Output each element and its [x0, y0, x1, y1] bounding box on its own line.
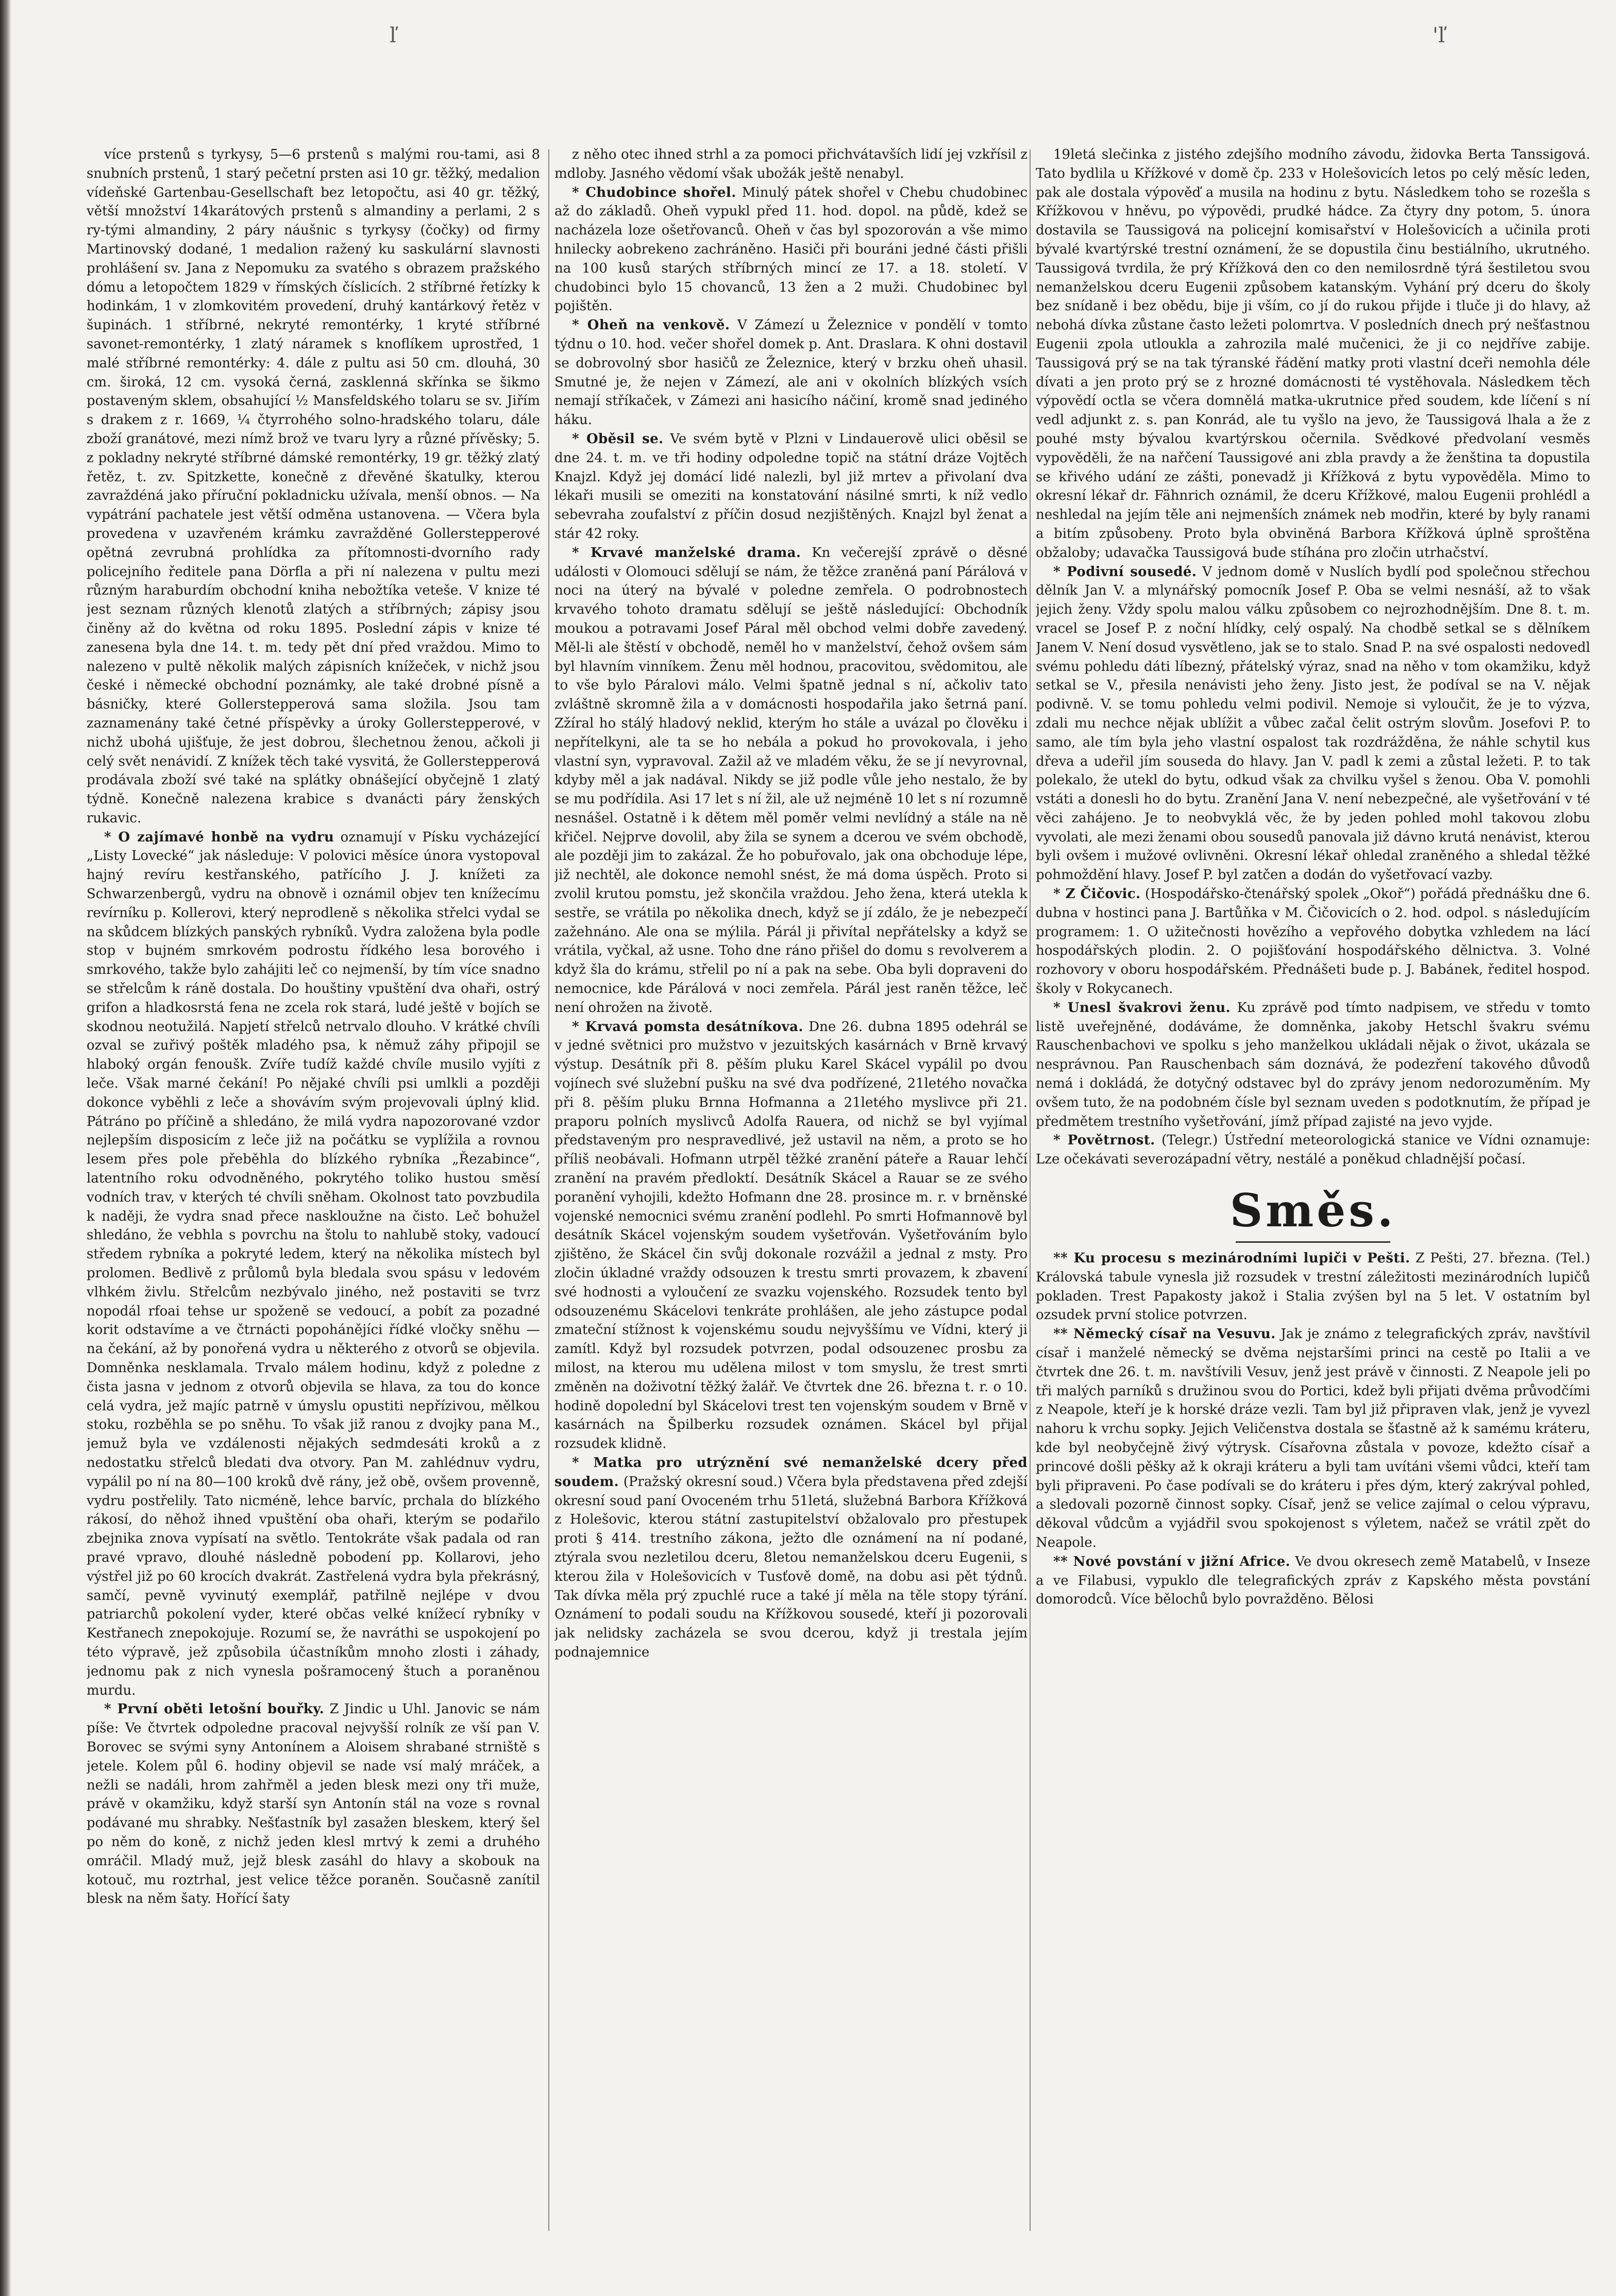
article-heading: * Unesl švakrovi ženu. [1053, 1000, 1231, 1016]
article-paragraph [554, 183, 1028, 316]
article-text: Kn večerejší zprávě o děsné události v Olomouci sdělují se nám, že těžce zraněná paní Párálová v noci na úterý na bývalé v poledne zemřela. O podrobnostech krvavého tohoto dramatu sdělují se ještě následující: Obchodník moukou a potravami Josef Páral měl obchod velmi dobře zavedený. Měl-li ale štěstí v obchodě, neměl ho v manželství, čehož ovšem sám byl hlavním vinníkem. Ženu měl hodnou, pracovitou, svědomitou, ale to vše bylo Páralovi málo. Velmi špatně jednal s ní, ačkoliv tato zvláštně skromně žila a v domácnosti hospodařila jako šetrná paní. Zžíral ho stálý hladový neklid, kterým ho stále a uvázal po člověku i nepřítelkyni, ale ta se ho nebála a pokud ho provokovala, i jeho vlastní syn, vypravoval. Zažil až ve mladém věku, že se jí nevyrovnal, kdyby měl a jak nadával. Nikdy se již podle vůle jeho nestalo, že by se mu podřídila. Asi 17 let s ní žil, ale už nejméně 10 let s ní rozumně nesnášel. Ostatně i k dětem měl poměr velmi nevlídný a stále na ně křičel. Nejprve dovolil, aby žila se synem a dcerou ve svém obchodě, ale později jim to zakázal. Že ho pobuřovalo, jak ona obchoduje lépe, již nechtěl, ale dokonce nemohl snést, že má doma úspěch. Proto si zvolil krutou pomstu, jež skončila vraždou. Jeho žena, která utekla k sestře, se vrátila po několika dnech, když se jí zdálo, že je nebezpečí zažehnáno. Ale ona se mýlila. Párál ji přivítal nepřátelsky a když se vrátila, vyčkal, až usne. Toho dne ráno přišel do domu s revolverem a když šla do krámu, střelil po ní a pak na sebe. Oba byli dopraveni do nemocnice, kde Párálová v noci zemřela. Párál jest raněn těžce, leč není ohrožen na životě. [554, 545, 1028, 1016]
article-text: více prstenů s tyrkysy, 5—6 prstenů s malými rou-tami, asi 8 snubních prstenů, 1 starý pečetní prsten asi 10 gr. těžký, medalion vídeňské Gartenbau-Gesellschaft bez letopočtu, asi 40 gr. těžký, větší množství 14karátových prstenů s almandiny a perlami, 2 s ry-tými almandiny, 2 páry náušnic s tyrkysy (čočky) od firmy Martinovský dodané, 1 medalion ražený ku saskulární slavnosti prohlášení sv. Jana z Nepomuku za svatého s obrazem pražského dómu a letopočtem 1829 v římských číslicích. 2 stříbrné řetízky k hodinkám, 1 v zlomkovitém provedení, druhý kantárkový řetěz v šupinách. 1 stříbrné, nekryté remontérky, 1 kryté stříbrné savonet-remontérky, 1 zlatý náramek s knoflíkem uprostřed, 1 malé stříbrné remontérky: 4. dále z pultu asi 50 cm. dlouhá, 30 cm. široká, 12 cm. vysoká černá, zasklenná skřínka se šikmo postaveným sklem, obsahující ½ Mansfeldského tolaru se sv. Jiřím s drakem z r. 1669, ¼ čtyrrohého solno-hradského tolaru, dále zboží granátové, mezi nímž brož ve tvaru lyry a různé přívěsky; 5. z pokladny nekryté stříbrné dámské remontérky, 19 gr. těžký zlatý řetěz, t. zv. Spitzkette, konečně z dřevěné škatulky, kterou zavraždéná jako příruční pokladnicku užívala, menší obnos. — Na vypátrání pachatele jest větší odměna ustanovena. — Včera byla provedena v uzavřeném krámku zavražděné Gollerstepperové opětná zevrubná prohlídka za přítomnosti-dvorního rady policejního ředitele pana Dörfla a při ní nalezena v pultu mezi různým haraburdím obchodní kniha nebožtíka veteše. V knize té jest seznam různých klenotů zlatých a stříbrných; zápisy jsou činěny až do května od roku 1895. Poslední zápis v knize té zanesena byla dne 14. t. m. tedy pět dní před vraždou. Mimo to nalezeno v pultě několik malých zápisních knížeček, v nichž jsou české i německé obchodní poznámky, ale také drobné písně a básničky, které Gollerstepperová sama složila. Jsou tam zaznamenány také četné příspěvky a úroky Gollerstepperové, v nichž ubohá ujišťuje, že jest dobrou, šlechetnou ženou, ačkoli ji celý svět nenávidí. Z knížek těch také vysvitá, že Gollerstepperová prodávala zboží své také na splátky obnášející obyčejně 1 zlatý týdně. Konečně nalezena krabice s dvanácti páry ženských rukavic. [87, 147, 540, 826]
article-text: (Pražský okresní soud.) Včera byla představena před zdejší okresní soud paní Ovoceném trhu 51letá, služebná Barbora Křížková z Holešovic, kterou státní zastupitelství obžalovalo pro přestupek proti § 414. trestního zákona, ježto dle oznámení na ní podané, ztýrala svou nezletilou dceru, 8letou nemanželskou dceru Eugenii, s kterou žila v Holešovicích v Tusťově domě, na dobu asi pět týdnů. Tak dívka měla prý zpuchlé ruce a také jí měla na těle stopy týrání. Oznámení to podali soudu na Křížkovou sousedé, kteří ji pozorovali jak nelidsky zacházela se svou dcerou, když ji trestala jejím podnajemnice [554, 1474, 1028, 1660]
article-paragraph [554, 1018, 1028, 1454]
article-heading: ** Nové povstání v jižní Africe. [1053, 1554, 1290, 1569]
article-paragraph [554, 544, 1028, 1018]
article-paragraph [87, 1700, 540, 1909]
article-heading: * Matka pro utrýznění své nemanželské dcery před soudem. [554, 1455, 1028, 1490]
article-paragraph [554, 1454, 1028, 1662]
article-paragraph [1036, 1131, 1590, 1169]
article-paragraph [1036, 999, 1590, 1132]
article-text: Dne 26. dubna 1895 odehrál se v jedné světnici pro mužstvo v jezuitských kasárnách v Brně krvavý výstup. Desátník při 8. pěším pluku Karel Skácel vypálil po dvou vojínech své služební pušku na své dva podřízené, 21letého novačka při 8. pěším pluku Brnna Hofmanna a 21letého myslivce při 21. praporu polních myslivců Adolfa Rauera, od nichž se byl vyjímal představeným pro nespravedlivé, jež ustavil na něm, a proto se ho příliš neobávali. Hofmann utrpěl těžké zranění páteře a Rauar lehčí zranění na pravém předloktí. Desátník Skácel a Rauar se ze svého poranění vyhojili, kdežto Hofmann dne 28. prosince m. r. v brněnské vojenské nemocnici svému zranění podlehl. Po smrti Hofmannově byl desátník Skácel vojenským soudem vyšetřován. Vyšetřováním bylo zjištěno, že Skácel čin svůj dokonale rozvážil a jednal z msty. Pro zločin úkladné vraždy odsouzen k trestu smrti provazem, k zbavení své hodnosti a vyloučení ze svazku vojenského. Rozsudek tento byl odsouzenému Skácelovi tenkráte prohlášen, ale jeho zástupce podal zmateční stížnost k vojenskému soudu nejvyššímu ve Vídni, který ji zamítl. Když byl rozsudek potvrzen, podal odsouzenec prosbu za milost, na kterou mu udělena milost v tom smyslu, že trest smrti změněn na doživotní těžký žalář. Ve čtvrtek dne 26. března t. r. o 10. hodině dopolední byl Skácelovi trest ten vojenským soudem v Brně v kasárnách na Špilberku rozsudek oznámen. Skácel byl přijal rozsudek klidně. [554, 1019, 1028, 1452]
article-heading: * Povětrnost. [1053, 1133, 1155, 1149]
newspaper-columns [87, 145, 1616, 2237]
article-heading: * O zajímavé honbě na vydru [104, 829, 334, 845]
top-mark-right: 'ľ [1433, 24, 1445, 47]
section-title-rule [1236, 1241, 1390, 1243]
section-title-smes: Směs. [1230, 1184, 1396, 1238]
article-paragraph [554, 145, 1028, 183]
article-heading: * První oběti letošní bouřky. [104, 1701, 325, 1717]
top-mark-left: ľ [390, 24, 396, 47]
article-text: V jednom domě v Nuslích bydlí pod společnou střechou dělník Jan V. a mlynářský pomocník Josef P. Oba se velmi nesnáší, až to však jejich ženy. Vždy spolu malou válku způsobem co nejrozhodnějším. Dne 8. t. m. vracel se Josef P. z noční hlídky, celý ospalý. Na chodbě setkal se s dělníkem Janem V. Není dosud vysvětleno, jak se to stalo. Snad P. na své ospalosti nedovedl svému pohledu dáti líbezný, přátelský výraz, snad na něho v tom okamžiku, když setkal se V., přesila nenávisti jeho ženy. Jisto jest, že podíval se na V. nějak podivně. V. se tomu pohledu velmi podivil. Nemoje si vyloučit, že je to výzva, zdali mu nechce nějak ublížit a vůbec začal čelit ostrým slovům. Josefovi P. to samo, ale tím byla jeho vlastní ospalost tak rozdrážděna, že náhle schytil kus dřeva a udeřil jím souseda do hlavy. Jan V. padl k zemi a zůstal ležeti. P. to tak polekalo, že utekl do bytu, odkud však za chvilku vyšel s ženou. Oba V. pomohli vstáti a donesli ho do bytu. Zranění Jana V. není nebezpečné, ale vyšetřování v té věci zahájeno. Je to neobvyklá věc, že by jeden pohled mohl takovou zlobu vyvolati, ale mezi ženami obou sousedů panovala již dávno krutá nenávist, kterou byli ovšem i mužové ovlivněni. Okresní lékař ohledal zraněného a shledal těžké pohmoždění hlavy. Josef P. byl zatčen a dodán do vyšetřovací vazby. [1036, 564, 1590, 883]
article-text: Z Jindic u Uhl. Janovic se nám píše: Ve čtvrtek odpoledne pracoval nejvyšší rolník ze vší pan V. Borovec se svými syny Antonínem a Aloisem shrabané strniště s jetele. Kolem půl 6. hodiny objevil se nade vsí malý mráček, a nežli se nadáli, hrom zahřměl a jeden blesk mezi ony tři muže, právě v okamžiku, když starší syn Antonín stál na voze s rovnal podávané mu shrabky. Nešťastník byl zasažen bleskem, který šel po něm do koně, z nichž jeden klesl mrtvý k zemi a druhého omráčil. Mladý muž, jejž blesk zasáhl do hlavy a skobouk na kotouč, mu roztrhal, jest velice těžce poraněn. Současně zanítil blesk na něm šaty. Hořící šaty [87, 1701, 540, 1907]
column-3 [1036, 145, 1590, 2237]
article-heading: * Podivní sousedé. [1053, 564, 1197, 580]
article-text: Jak je známo z telegrafických zpráv, navštívil císař i manželé německý se dvěma nejstaršími princi na cestě po Italii a ve čtvrtek dne 26. t. m. navštívili Vesuv, jenž jest právě v činnosti. Z Neapole jeli po tři malých parníků s družinou svou do Portici, kdež byli přijati dvěma průvodčími z Neapole, kteří je k horské dráze vezli. Tam byl již připraven vlak, jenž je vyvezl nahoru k vrchu sopky. Jejich Veličenstva dostala se šťastně až k samému kráteru, kde byl neobyčejně živý výtrysk. Císařovna zůstala v povoze, kdežto císař a princové došli pěšky až k okraji kráteru a byli tam uvítáni všemi vůdci, kteří tam byli připraveni. Po čase podívali se do kráteru i přes dým, který zakrýval pohled, a sledovali pozorně činnost sopky. Císař, jenž se velice zajímal o celou výpravu, děkoval vůdcům a vyjádřil svou spokojenost s výletem, načež se vrátil zpět do Neapole. [1036, 1326, 1590, 1550]
article-paragraph [1036, 145, 1590, 563]
article-paragraph [554, 430, 1028, 544]
article-text: Ve dvou okresech země Matabelů, v Inseze a ve Filabusi, vypuklo dle telegrafických zpráv z Kapského města povstání domorodců. Více bělochů bylo povražděno. Bělosi [1036, 1554, 1590, 1608]
article-heading: * Z Čičovic. [1053, 886, 1141, 902]
column-1 [87, 145, 540, 2237]
article-text: oznamují v Písku vycházející „Listy Lovecké“ jak následuje: V polovici měsíce února vystopoval hajný revíru kestřanského, patřícího J. J. knížeti za Schwarzenbergů, vydru na obnově i oznámil objev ten knížecímu revírníku p. Kollerovi, který neprodleně s několika střelci vydal se na skůdcem blízkých panských rybníků. Vydra založena byla podle stop v bujném smrkovém podrostu řídkého lesa borového i smrkového, takže bylo zahájiti leč co nejmenší, by tím více snadno se střelcům k ráně dostala. Do houštiny vpuštění dva ohaři, ostrý grifon a hladkosrstá fena ne zcela rok stará, ludé ještě v bojích se skodnou neotužilá. Napjetí střelců netrvalo dlouho. V krátké chvíli ozval se zuřivý poštěk mladého psa, k němuž záhy připojil se hlaboký orgán fenoušk. Zvíře tudíž každé chvíle musilo vyjíti z leče. Však marné čekání! Po nějaké chvíli psi umlkli a později dokonce vyběhli z leče a shovávím svým projevovali úplný klid. Pátráno po příčině a shledáno, že milá vydra napozorované vzdor nejlepším disposicím z leče již na počátku se vyplížila a rovnou lesem přes pole přeběhla do blízkého rybníka „Řezabince“, latentního roku odvodněného, pokrytého toliko hustou směsí vodních trav, v kterých té chvíli sněham. Okolnost tato povzbudila k naději, že vydra snad přece naskloužne na čisto. Leč bohužel shledáno, že vebhla s povrchu na štolu to nahlubě stoky, vadoucí středem rybníka a pokryté ledem, který na několika místech byl prolomen. Bedlivě z průlomů byla bledala svou spásu v ledovém vlhkém živlu. Střelcům nezbývalo jiného, než postaviti se tvrz nopodál rfoai tehse ur spoženě se vedoucí, a pobít za pozadné korit odstavíme a ve čtrnácti popohánějíci řídké vločky sněhu — na čekání, až by ponořená vydra u některého z otvorů se objevila. Domněnka nesklamala. Trvalo málem hodinu, když z poledne z čista jasna v jednom z otvorů objevila se hlava, za tou do konce celá vydra, jež majíc patrně v úmyslu opustiti nepřízivou, mělkou stoku, rozběhla se po sněhu. To však již ranou z dvojky pana M., jemuž byla ve vzdálenosti nějakých sedmdesáti kroků a z nedostatku střelců bledati dva otvory. Pan M. zahlédnuv vydru, vypálil po ní na 80—100 kroků dvě rány, jež obě, ovšem provenně, vydru postřelily. Tato nicméně, lehce barvíc, prchala do blízkého rákosí, do něhož ihned vpuštění oba ohaři, kterým se podařilo zbejnika znova vypísatí na světlo. Tentokráte však padala od ran pravé vpravo, dlouhé následně pobodení pp. Kollarovi, jeho výstřel již po 60 krocích dvakrát. Zastřelená vydra byla překrásný, samčí, pevně vyvinutý exemplář, patřilně nejlépe v dvou patriarchů pokolení vyder, které občas velké knížecí rybníky v Kestřanech znepokojuje. Rozumí se, že navráthi se uspokojení po této výpravě, jež způsobila účastníkům mnoho zlosti i záhady, jednomu pak z nich vynesla pošramocený štuch a poraněnou murdu. [87, 829, 540, 1698]
article-text: (Hospodářsko-čtenářský spolek „Okoř“) pořádá přednášku dne 6. dubna v hostinci pana J. Bartůňka v M. Čičovicích o 2. hod. odpol. s následujícím programem: 1. O užitečnosti hovězího a vepřového dobytka vzhledem na lácí hospodářských plodin. 2. O pojišťování hospodářského dělnictva. 3. Volné rozhovory v oboru hospodářském. Přednášeti bude p. J. Babánek, ředitel hospod. školy v Rokycanech. [1036, 886, 1590, 997]
article-text: Minulý pátek shořel v Chebu chudobinec až do základů. Oheň vypukl před 11. hod. dopol. na půdě, kdež se nacházela loze ošetřovanců. Oheň v čas byl spozorován a vše mimo hnilecky aobrekeno zachráněno. Hasiči při bouráni jedné části přišli na 100 kusů starých stříbrných mincí ze 17. a 18. století. V chudobinci bylo 15 chovanců, 13 žen a 2 muži. Chudobinec byl pojištěn. [554, 184, 1028, 314]
article-heading: ** Německý císař na Vesuvu. [1053, 1326, 1276, 1342]
article-text: Ve svém bytě v Plzni v Lindauerově ulici oběsil se dne 24. t. m. ve tři hodiny odpoledne topič na státní dráze Vojtěch Knajzl. Když jej domácí lidé nalezli, byl již mrtev a přivolaní dva lékaři musili se omeziti na konstatování násilné smrti, k níž vedlo sebevraha zoufalství z příčin dosud nezjištěných. Knajzl byl ženat a stár 42 roky. [554, 431, 1028, 542]
article-heading: * Chudobince shořel. [572, 184, 736, 200]
article-text: Z Pešti, 27. března. (Tel.) Královská tabule vynesla již rozsudek v trestní záležitosti mezinárodních lupičů pokladen. Trest Papakosty jakož i Stalia zvýšen byl na 5 let. V ostatním byl ozsudek první stolice potvrzen. [1036, 1251, 1590, 1323]
article-paragraph [1036, 1325, 1590, 1552]
article-paragraph [1036, 563, 1590, 885]
article-heading: * Krvavá pomsta desátníkova. [572, 1019, 803, 1035]
article-text: (Telegr.) Ústřední meteorologická stanice ve Vídni oznamuje: Lze očekávati severozápadní větry, nestálé a poněkud chladnější počasí. [1036, 1133, 1590, 1168]
article-text: Ku zprávě pod tímto nadpisem, ve středu v tomto listě uveřejněné, dodáváme, že domněnka, jakoby Hetschl švakru svému Rauschenbachovi ve spolku s jeho manželkou ukládali nějak o život, ukázala se nesprávnou. Pan Rauschenbach sám doznává, že podezření takového důvodů nemá i dokládá, že dotyčný odstavec byl do zprávy jenom nedorozuměním. My ovšem tuto, že na podobném čísle byl seznam uveden s podotknutím, že případ je předmětem trestního vyšetřování, jímž případ zajisté na jevo vyjde. [1036, 1000, 1590, 1129]
article-text: V Zámezí u Železnice v pondělí v tomto týdnu o 10. hod. večer shořel domek p. Ant. Draslara. K ohni dostavil se dobrovolný sbor hasičů ze Železnice, který v brzku oheň uhasil. Smutné je, že nejen v Zámezí, ale ani v okolních blízkých vsích nemají stříkaček, v Zámezi ani hasicího náčiní, kromě snad jediného háku. [554, 317, 1028, 428]
article-heading: * Krvavé manželské drama. [572, 545, 801, 561]
article-paragraph [1036, 1249, 1590, 1325]
article-text: 19letá slečinka z jistého zdejšího modního závodu, židovka Berta Tanssigová. Tato bydlila u Křížkové v domě čp. 233 v Holešovicích letos po celý měsíc leden, pak ale dostala výpověď a musila na hodinu z bytu. Následkem toho se rozešla s Křížkovou v hněvu, po výpovědi, prudké hádce. Za čtyry dny potom, 5. února dostavila se Taussigová na policejní komisařství v Holešovicích a učinila proti bývalé kvartýrské trestní oznámení, že se dopustila činu bestiálního, ukrutného. Taussigová tvrdila, že prý Křížková den co den nemilosrdně týrá šestiletou svou nemanželskou dceru Eugenii způsobem katanským. Vyhání prý dceru do školy bez snídaně i bez obědu, bije ji vším, co jí do rukou přijde i tluče ji do hlavy, až nebohá dívka zůstane často ležeti polomrtva. V posledních dnech prý nešťastnou Eugenii zpola utloukla a zahrozila malé mučenici, že ji co nejdříve zabije. Taussigová prý se na tak týranské řádění matky proti vlastní dceři nemohla déle dívati a jen proto prý se z hrozné domácnosti té vystěhovala. Následkem těch výpovědí octla se včera domnělá matka-ukrutnice před soudem, kde líčení s ní vedl adjunkt z. s. pan Konrád, ale tu vyšlo na jevo, že Taussigová lhala a že z pouhé msty bývalou kvartýrskou očernila. Svědkové předvolaní vesměs vypověděli, že na nařčení Taussigové ani zbla pravdy a že ženština ta dopustila se křivého udání ze zášti, ponevadž ji Křížková z bytu vypověděla. Mimo to okresní lékař dr. Fähnrich oznámil, že dceru Křížkové, malou Eugenii prohlédl a neshledal na jejím těle ani nejmenších známek neb modřin, které by byly ranami a bitím způsobeny. Proto byla obviněná Barbora Křížková úplně sproštěna obžaloby; udavačka Taussigová bude stíhána pro zločin utrhačství. [1036, 147, 1590, 561]
article-paragraph [87, 828, 540, 1700]
article-paragraph [554, 316, 1028, 430]
article-text: z něho otec ihned strhl a za pomoci přichvátavších lidí jej vzkřísil z mdloby. Jasného vědomí však ubožák ještě nenabyl. [554, 147, 1028, 181]
article-paragraph [1036, 885, 1590, 999]
column-2 [554, 145, 1028, 2237]
page-binding-edge [0, 0, 11, 2296]
article-heading: * Oheň na venkově. [572, 317, 730, 333]
article-paragraph [87, 145, 540, 828]
article-heading: ** Ku procesu s mezinárodními lupiči v Pešti. [1053, 1251, 1410, 1267]
article-heading: * Oběsil se. [572, 431, 664, 447]
article-paragraph [1036, 1552, 1590, 1609]
